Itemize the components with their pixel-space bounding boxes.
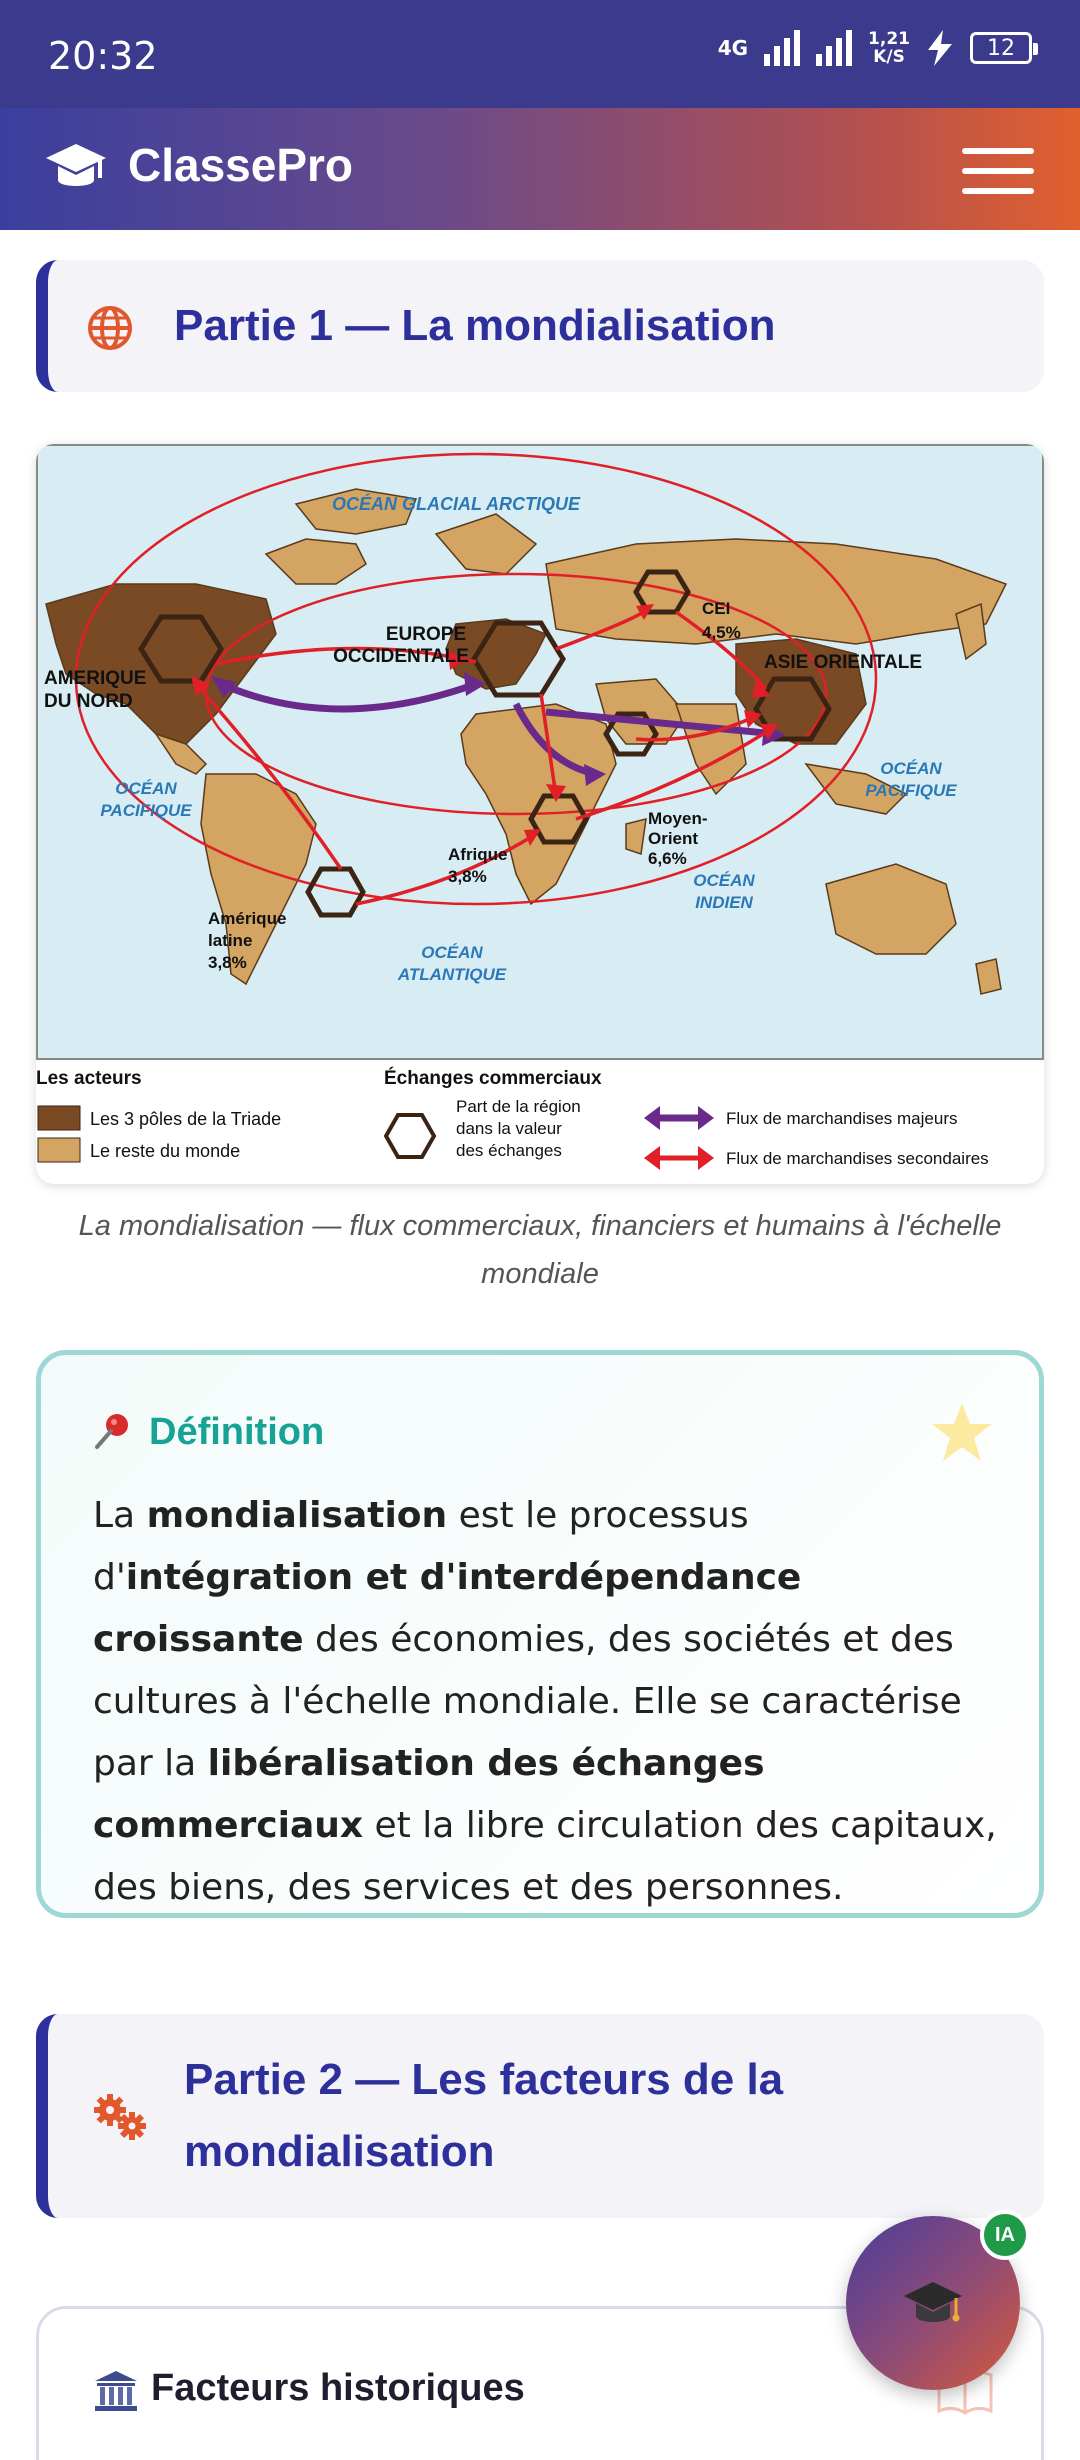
pushpin-icon (93, 1411, 133, 1451)
factors-card-title: Facteurs historiques (151, 2367, 525, 2409)
legend-major-arrow-left (644, 1106, 660, 1130)
definition-card (36, 1350, 1044, 1918)
definition-b2: intégration et d'interdépendance croissante (93, 1557, 802, 1660)
section-header-partie-1 (36, 260, 1044, 392)
map-label-atl2: ATLANTIQUE (397, 965, 507, 984)
legend-share2: dans la valeur (456, 1119, 562, 1138)
graduation-cap-icon (44, 140, 108, 196)
definition-title: Définition (149, 1411, 325, 1453)
legend-trade-title: Échanges commerciaux (384, 1068, 602, 1089)
map-label-na1: AMERIQUE (44, 668, 147, 689)
speed-value: 1,21 (868, 29, 910, 49)
map-label-asia: ASIE ORIENTALE (764, 652, 922, 673)
legend-rest: Le reste du monde (90, 1141, 241, 1161)
charging-icon (926, 30, 954, 66)
legend-share3: des échanges (456, 1141, 562, 1160)
battery-level: 12 (987, 35, 1015, 61)
map-label-la1: Amérique (208, 909, 287, 928)
map-label-la2: latine (208, 931, 253, 950)
hamburger-icon[interactable] (962, 148, 1034, 194)
legend-actors-title: Les acteurs (36, 1068, 142, 1089)
map-legend (36, 1067, 989, 1170)
definition-text (93, 1485, 1013, 1919)
mondialisation-map[interactable] (36, 444, 1044, 1184)
legend-secondary: Flux de marchandises secondaires (726, 1149, 989, 1168)
map-label-cei1: CEI (702, 599, 731, 618)
map-label-af1: Afrique (448, 845, 508, 864)
section-title: Partie 1 — La mondialisation (174, 301, 776, 350)
ai-badge: IA (980, 2210, 1030, 2260)
network-speed (868, 30, 910, 66)
map-caption: La mondialisation — flux commerciaux, financiers et humains à l'échelle mondiale (78, 1210, 1002, 1290)
map-label-af2: 3,8% (448, 867, 487, 886)
map-label-la3: 3,8% (208, 953, 247, 972)
legend-major: Flux de marchandises majeurs (726, 1109, 958, 1128)
map-label-eu2: OCCIDENTALE (333, 646, 469, 667)
map-label-pac-left1: OCÉAN (115, 779, 177, 798)
definition-b1: mondialisation (146, 1495, 448, 1536)
map-label-pac-left2: PACIFIQUE (100, 801, 192, 820)
status-icons (718, 30, 1032, 66)
app-title[interactable]: ClassePro (128, 139, 354, 191)
map-label-pac-right2: PACIFIQUE (865, 781, 957, 800)
ai-assistant-button[interactable] (846, 2216, 1020, 2390)
speed-unit: K/S (873, 47, 905, 67)
legend-major-arrow-right (698, 1106, 714, 1130)
legend-hexagon-icon (386, 1115, 434, 1157)
map-label-eu1: EUROPE (385, 624, 467, 645)
map-label-me2: Orient (648, 829, 699, 848)
star-icon (931, 1401, 993, 1463)
map-label-me3: 6,6% (648, 849, 687, 868)
legend-secondary-arrow-left (644, 1146, 660, 1170)
section-header-partie-2 (36, 2014, 1044, 2218)
legend-triad: Les 3 pôles de la Triade (90, 1109, 282, 1129)
map-label-me1: Moyen- (648, 809, 708, 828)
gears-icon (92, 2092, 148, 2142)
map-label-arctic: OCÉAN GLACIAL ARCTIQUE (331, 494, 581, 514)
section-title: Partie 2 — Les facteurs de la mondialisation (184, 2055, 784, 2176)
classical-building-icon (93, 2369, 139, 2413)
map-label-na2: DU NORD (44, 691, 133, 712)
legend-secondary-arrow-right (698, 1146, 714, 1170)
signal-icon-2 (816, 30, 852, 66)
legend-rest-swatch (38, 1138, 80, 1162)
map-label-indian1: OCÉAN (693, 871, 755, 890)
definition-t3: des économies, des sociétés et des cultures à l'échelle mondiale. Elle se caractérise par la (93, 1619, 962, 1784)
signal-icon (764, 30, 800, 66)
legend-triad-swatch (38, 1106, 80, 1130)
definition-t1: La (93, 1495, 147, 1536)
graduation-cap-icon (902, 2276, 964, 2332)
map-label-pac-right1: OCÉAN (880, 759, 942, 778)
battery-icon (970, 32, 1032, 64)
definition-t4: et la libre circulation des capitaux, des biens, des services et des personnes. (93, 1805, 997, 1908)
map-label-indian2: INDIEN (695, 893, 753, 912)
app-header (0, 108, 1080, 230)
status-bar (0, 0, 1080, 108)
network-type: 4G (717, 36, 749, 60)
definition-t2: est le processus d' (93, 1495, 749, 1598)
globe-icon (88, 306, 132, 350)
definition-b3: libéralisation des échanges commerciaux (93, 1743, 765, 1846)
map-label-atl1: OCÉAN (421, 943, 483, 962)
map-label-cei2: 4,5% (702, 623, 741, 642)
legend-share1: Part de la région (456, 1097, 581, 1116)
status-time: 20:32 (48, 34, 158, 78)
